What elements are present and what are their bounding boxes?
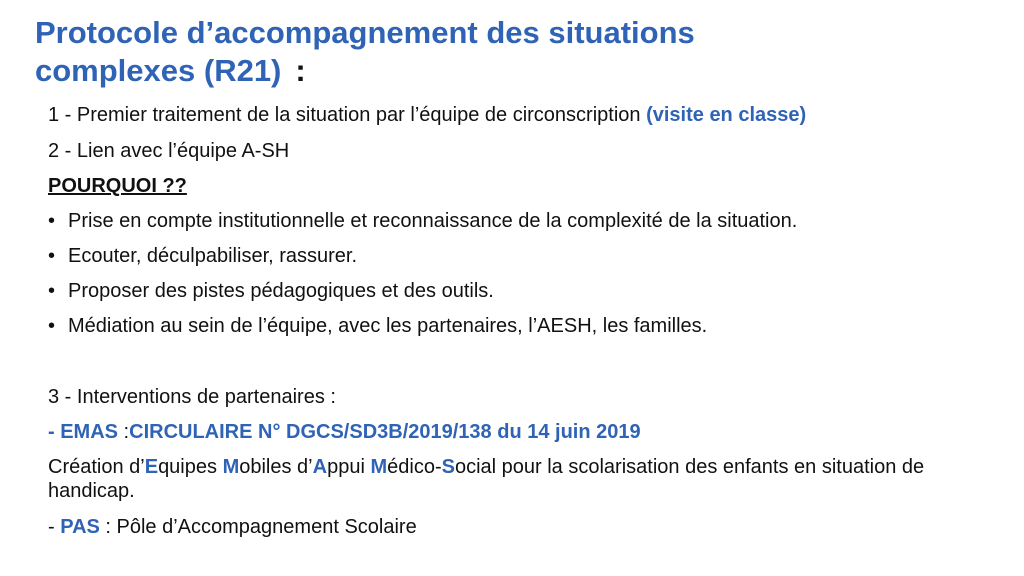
letter-m-2: M (370, 456, 388, 478)
pas-text: : Pôle d’Accompagnement Scolaire (99, 516, 417, 538)
pas-prefix: - (48, 516, 61, 538)
emas-label: - EMAS (48, 421, 118, 443)
emas-line (48, 420, 641, 444)
title-line-2-text: complexes (R21) (35, 53, 282, 88)
title-colon: : (295, 53, 306, 88)
title-line-1: Protocole d’accompagnement des situations (35, 15, 695, 50)
bullet-text-3: Proposer des pistes pédagogiques et des outils. (68, 280, 494, 302)
bullet-item-2 (48, 244, 357, 268)
creation-text-5: édico- (387, 456, 442, 478)
creation-text-6: ocial pour la scolarisation des enfants en situation de handicap. (48, 456, 925, 502)
letter-e: E (144, 456, 159, 478)
letter-s: S (441, 456, 455, 478)
creation-text-2: quipes (158, 456, 223, 478)
emas-description (48, 455, 968, 503)
bullet-icon: • (48, 315, 56, 337)
step-3: 3 - Interventions de partenaires : (48, 386, 336, 408)
step-1-text: 1 - Premier traitement de la situation par l’équipe de circonscription (48, 104, 647, 126)
slide-title (35, 14, 835, 90)
bullet-item-4 (48, 314, 707, 338)
letter-a: A (312, 456, 328, 478)
bullet-icon: • (48, 210, 56, 232)
bullet-icon: • (48, 280, 56, 302)
bullet-icon: • (48, 245, 56, 267)
bullet-text-2: Ecouter, déculpabiliser, rassurer. (68, 245, 358, 267)
bullet-text-1: Prise en compte institutionnelle et reconnaissance de la complexité de la situation. (68, 210, 798, 232)
creation-text-3: obiles d’ (239, 456, 313, 478)
creation-text-1: Création d’ (48, 456, 145, 478)
letter-m: M (222, 456, 240, 478)
creation-text-4: ppui (327, 456, 371, 478)
pourquoi-heading: POURQUOI ?? (48, 175, 187, 197)
step-1 (48, 103, 806, 127)
emas-separator: : (118, 421, 130, 443)
pas-line (48, 515, 417, 539)
bullet-item-1 (48, 209, 797, 233)
pas-label: PAS (60, 516, 100, 538)
emas-circulaire: CIRCULAIRE N° DGCS/SD3B/2019/138 du 14 juin 2019 (129, 421, 641, 443)
bullet-item-3 (48, 279, 494, 303)
bullet-text-4: Médiation au sein de l’équipe, avec les partenaires, l’AESH, les familles. (68, 315, 708, 337)
step-2: 2 - Lien avec l’équipe A-SH (48, 140, 290, 162)
title-line-2 (35, 52, 835, 90)
step-1-highlight: (visite en classe) (646, 104, 807, 126)
